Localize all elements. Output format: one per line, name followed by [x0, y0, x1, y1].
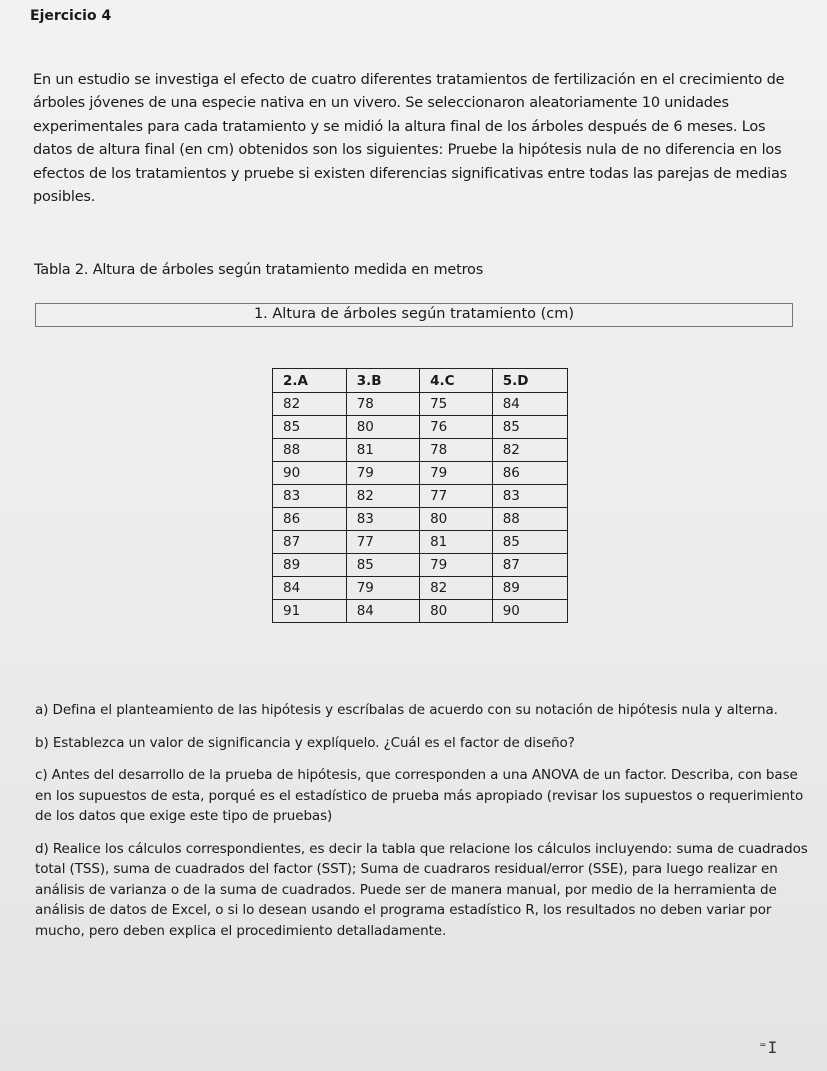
- table-cell: 80: [420, 508, 493, 531]
- table-cell: 80: [420, 600, 493, 623]
- table-row: [273, 531, 568, 554]
- table-cell: 79: [346, 577, 419, 600]
- table-cell: 77: [420, 485, 493, 508]
- question-d: d) Realice los cálculos correspondientes, es decir la tabla que relacione los cálculos incluyendo: suma de cuadrados total (TSS), suma de cuadrados del factor (SST); Suma de cuadraros residual/error (SSE), para luego realizar en análisis de varianza o de la suma de cuadrados. Puede ser de manera manual, por medio de la herramienta de análisis de datos de Excel, o si lo desean usando el programa estadístico R, los resultados no deben variar por mucho, pero deben explica el procedimiento detalladamente.: [35, 840, 808, 939]
- table-cell: 83: [346, 508, 419, 531]
- table-cell: 85: [346, 554, 419, 577]
- table-row: [273, 508, 568, 531]
- table-cell: 90: [273, 462, 347, 485]
- table-cell: 82: [273, 393, 347, 416]
- table-cell: 82: [492, 439, 567, 462]
- table-row: [273, 485, 568, 508]
- header-cell: 4.C: [420, 369, 493, 393]
- table-cell: 76: [420, 416, 493, 439]
- exercise-title: Ejercicio 4: [30, 8, 112, 24]
- table-caption: Tabla 2. Altura de árboles según tratamiento medida en metros: [34, 262, 484, 278]
- question-c: c) Antes del desarrollo de la prueba de hipótesis, que corresponden a una ANOVA de un factor. Describa, con base en los supuestos de esta, porqué es el estadístico de prueba más apropiado (revisar los supuestos o requerimiento de los datos que exige este tipo de pruebas): [35, 767, 804, 824]
- table-cell: 87: [273, 531, 347, 554]
- table-row: [273, 416, 568, 439]
- table-cell: 83: [273, 485, 347, 508]
- table-cell: 78: [420, 439, 493, 462]
- table-cell: 83: [492, 485, 567, 508]
- header-cell: 5.D: [492, 369, 567, 393]
- table-subtitle-box: 1. Altura de árboles según tratamiento (cm): [35, 303, 793, 327]
- table-cell: 85: [273, 416, 347, 439]
- table-cell: 77: [346, 531, 419, 554]
- table-cell: 87: [492, 554, 567, 577]
- header-cell: 3.B: [346, 369, 419, 393]
- table-row: [273, 393, 568, 416]
- table-cell: 88: [273, 439, 347, 462]
- intro-paragraph: En un estudio se investiga el efecto de cuatro diferentes tratamientos de fertilización en el crecimiento de árboles jóvenes de una especie nativa en un vivero. Se seleccionaron aleatoriamente 10 unidades experimentales para cada tratamiento y se midió la altura final de los árboles después de 6 meses. Los datos de altura final (en cm) obtenidos son los siguientes: Pruebe la hipótesis nula de no diferencia en los efectos de los tratamientos y pruebe si existen diferencias significativas entre todas las parejas de medias posibles.: [33, 71, 787, 205]
- table-row: [273, 577, 568, 600]
- table-cell: 89: [273, 554, 347, 577]
- table-cell: 84: [492, 393, 567, 416]
- table-cell: 91: [273, 600, 347, 623]
- table-cell: 86: [273, 508, 347, 531]
- text-cursor-icon: ⁼I: [758, 1038, 778, 1057]
- question-b: b) Establezca un valor de significancia y explíquelo. ¿Cuál es el factor de diseño?: [35, 734, 575, 751]
- questions-section: [35, 700, 815, 953]
- table-cell: 81: [420, 531, 493, 554]
- heights-table: [272, 368, 568, 623]
- table-cell: 82: [420, 577, 493, 600]
- table-body: [273, 393, 568, 623]
- table-row: [273, 554, 568, 577]
- table-cell: 75: [420, 393, 493, 416]
- table-cell: 78: [346, 393, 419, 416]
- table-cell: 79: [420, 554, 493, 577]
- table-cell: 89: [492, 577, 567, 600]
- question-a: a) Defina el planteamiento de las hipótesis y escríbalas de acuerdo con su notación de hipótesis nula y alterna.: [35, 702, 778, 718]
- table-cell: 84: [346, 600, 419, 623]
- table-cell: 88: [492, 508, 567, 531]
- table-cell: 79: [346, 462, 419, 485]
- table-row: [273, 462, 568, 485]
- table-cell: 81: [346, 439, 419, 462]
- table-cell: 82: [346, 485, 419, 508]
- header-cell: 2.A: [273, 369, 347, 393]
- table-cell: 80: [346, 416, 419, 439]
- table-cell: 85: [492, 416, 567, 439]
- table-header-row: [273, 369, 568, 393]
- table-cell: 84: [273, 577, 347, 600]
- table-row: [273, 600, 568, 623]
- table-cell: 90: [492, 600, 567, 623]
- table-row: [273, 439, 568, 462]
- table-cell: 85: [492, 531, 567, 554]
- table-cell: 79: [420, 462, 493, 485]
- table-cell: 86: [492, 462, 567, 485]
